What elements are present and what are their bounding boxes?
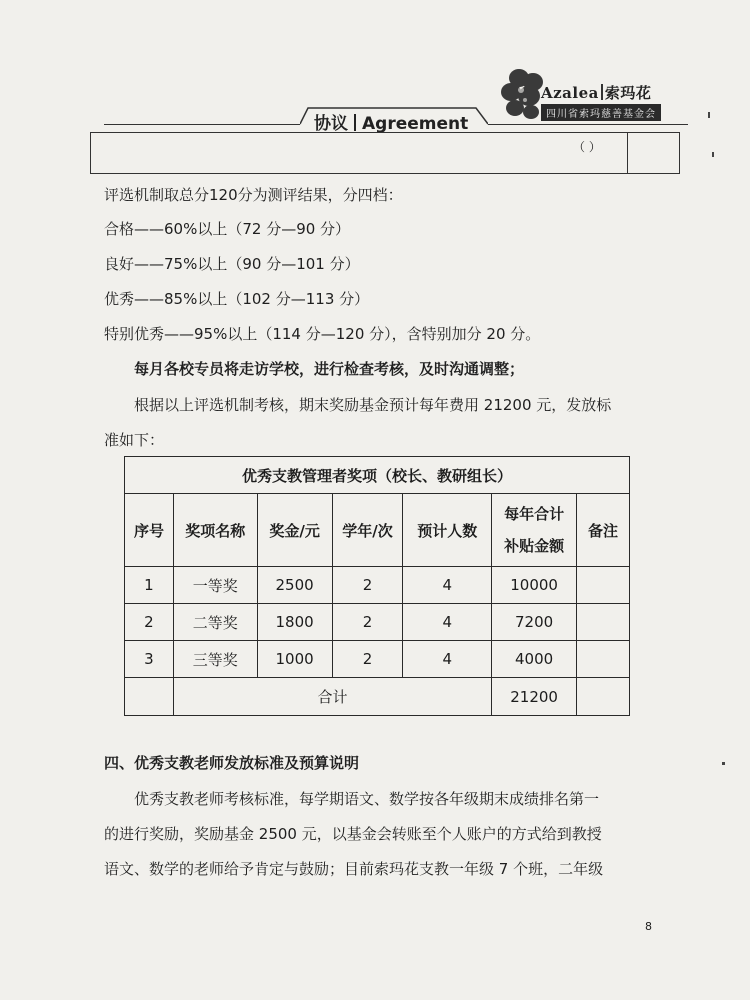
- cell-award-name: 二等奖: [173, 604, 257, 641]
- scan-speck: [712, 152, 714, 157]
- header-rule-right: [488, 124, 688, 125]
- logo-subtitle: 四川省索玛慈善基金会: [541, 104, 661, 121]
- header-index: 序号: [125, 494, 174, 567]
- tier-outstanding: 特别优秀——95%以上（114 分—120 分），含特别加分 20 分。: [104, 325, 541, 343]
- previous-table-remnant: [90, 132, 680, 174]
- section-4-paragraph-line3: 语文、数学的老师给予肯定与鼓励；目前索玛花支教一年级 7 个班，二年级: [104, 860, 604, 878]
- header-title: [314, 109, 468, 134]
- section-4-paragraph-line1: 优秀支教老师考核标准，每学期语文、数学按各年级期末成绩排名第一: [134, 790, 600, 808]
- header-annual-total: [492, 494, 577, 567]
- cell-amount: 2500: [257, 567, 332, 604]
- tier-pass: 合格——60%以上（72 分—90 分）: [104, 220, 351, 238]
- table-row: [125, 604, 630, 641]
- budget-sentence-cont: 准如下：: [104, 431, 165, 449]
- cell-award-name: 三等奖: [173, 641, 257, 678]
- section-4-heading: 四、优秀支教老师发放标准及预算说明: [104, 754, 360, 772]
- tier-good: 良好——75%以上（90 分—101 分）: [104, 255, 360, 273]
- empty-parenthesis: （ ）: [573, 140, 601, 154]
- header-annual-total-line1: 每年合计: [504, 505, 565, 523]
- cell-index: 2: [125, 604, 174, 641]
- cell-expected-count: 4: [403, 604, 492, 641]
- cell-remarks: [577, 641, 630, 678]
- cell-remarks: [577, 567, 630, 604]
- cell-total-value: 21200: [492, 678, 577, 716]
- logo-chinese: 索玛花: [604, 84, 652, 102]
- cell-index: 1: [125, 567, 174, 604]
- header-remarks: 备注: [577, 494, 630, 567]
- cell-amount: 1000: [257, 641, 332, 678]
- cell-annual-total: 7200: [492, 604, 577, 641]
- cell-index: 3: [125, 641, 174, 678]
- table-row: [125, 567, 630, 604]
- cell-amount: 1800: [257, 604, 332, 641]
- header-amount: 奖金/元: [257, 494, 332, 567]
- section-4-paragraph-line2: 的进行奖励，奖励基金 2500 元，以基金会转账至个人账户的方式给到教授: [104, 825, 602, 843]
- cell-annual-total: 10000: [492, 567, 577, 604]
- logo-text: [541, 82, 651, 102]
- monthly-visit-note: 每月各校专员将走访学校，进行检查考核，及时沟通调整；: [134, 360, 525, 378]
- scan-speck: [708, 112, 710, 118]
- cell-award-name: 一等奖: [173, 567, 257, 604]
- table-header-row: [125, 494, 630, 567]
- cell-frequency: 2: [332, 567, 403, 604]
- cell-total-remarks: [577, 678, 630, 716]
- cell-expected-count: 4: [403, 567, 492, 604]
- header-award-name: 奖项名称: [173, 494, 257, 567]
- table-caption: 优秀支教管理者奖项（校长、教研组长）: [125, 457, 630, 494]
- cell-remarks: [577, 604, 630, 641]
- tier-excellent: 优秀——85%以上（102 分—113 分）: [104, 290, 370, 308]
- logo-english: Azalea: [541, 84, 599, 102]
- header-annual-total-line2: 补贴金额: [504, 537, 565, 555]
- cell-frequency: 2: [332, 604, 403, 641]
- budget-sentence: 根据以上评选机制考核，期末奖励基金预计每年费用 21200 元，发放标: [134, 396, 612, 414]
- header-expected-count: 预计人数: [403, 494, 492, 567]
- header-title-en: Agreement: [362, 114, 469, 134]
- header-rule-left: [104, 124, 300, 125]
- cell-annual-total: 4000: [492, 641, 577, 678]
- cell-frequency: 2: [332, 641, 403, 678]
- header-title-cn: 协议: [314, 114, 348, 134]
- cell-expected-count: 4: [403, 641, 492, 678]
- table-row: [125, 641, 630, 678]
- cell-total-label: 合计: [173, 678, 491, 716]
- page-number: 8: [645, 920, 652, 933]
- manager-award-table: [124, 456, 630, 716]
- header-tab: [300, 106, 488, 132]
- table-total-row: [125, 678, 630, 716]
- cell-total-empty: [125, 678, 174, 716]
- scoring-intro: 评选机制取总分120分为测评结果，分四档：: [104, 186, 403, 204]
- foundation-logo: [497, 64, 672, 126]
- scan-speck: [722, 762, 725, 765]
- header-frequency: 学年/次: [332, 494, 403, 567]
